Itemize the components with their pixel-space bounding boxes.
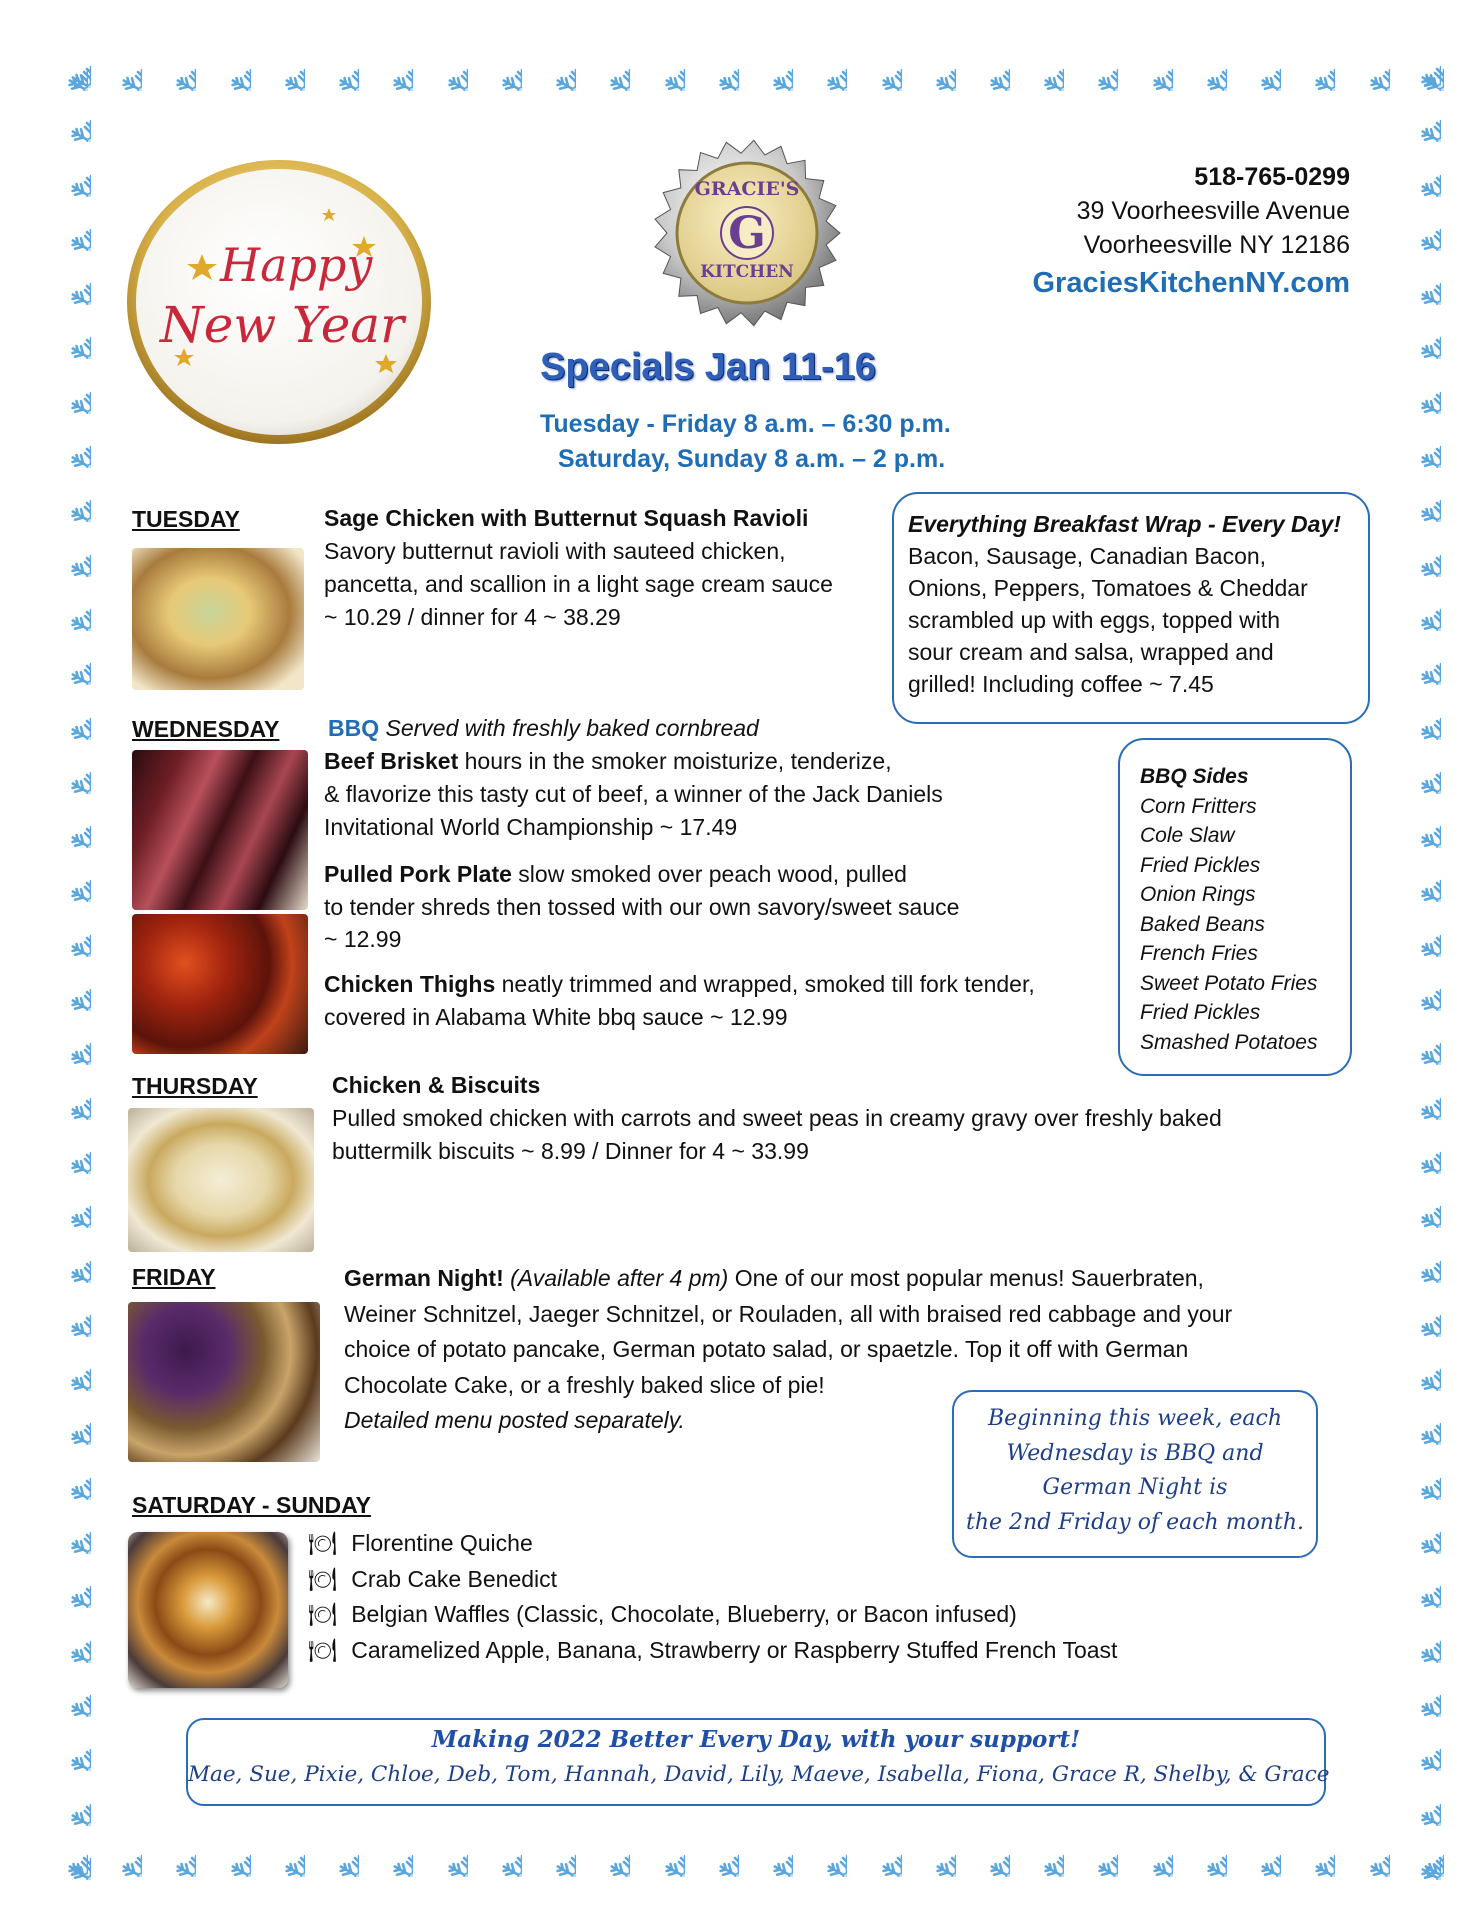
snowflake-icon xyxy=(908,43,956,91)
weekend-item: 🍽 Caramelized Apple, Banana, Strawberry or Raspberry Stuffed French Toast xyxy=(308,1636,1118,1663)
snowflake-icon xyxy=(962,43,1010,91)
logo-bottom-text: KITCHEN xyxy=(700,262,794,282)
snowflake-icon xyxy=(1233,1829,1281,1877)
street-address: 39 Voorheesville Avenue xyxy=(1076,197,1350,225)
snowflake-icon xyxy=(311,43,359,91)
footer-staff: Mae, Sue, Pixie, Chloe, Deb, Tom, Hannah, David, Lily, Maeve, Isabella, Fiona, Grace R, Shelby, & Grace xyxy=(188,1762,1330,1787)
snowflake-icon xyxy=(43,94,91,142)
snowflake-icon xyxy=(43,529,91,577)
phone-number: 518-765-0299 xyxy=(1194,163,1350,191)
dish-icon: 🍽 xyxy=(308,1601,338,1627)
snowflake-icon xyxy=(148,43,196,91)
chicken-thighs-photo xyxy=(132,914,308,1054)
snowflake-icon xyxy=(43,854,91,902)
thighs-name: Chicken Thighs xyxy=(324,971,496,997)
snowflake-icon xyxy=(1342,1829,1390,1877)
snowflake-icon xyxy=(420,43,468,91)
weekend-item: 🍽 Crab Cake Benedict xyxy=(308,1565,558,1592)
logo-letter: G xyxy=(728,208,766,259)
weekend-item: 🍽 Florentine Quiche xyxy=(308,1530,533,1556)
snowflake-icon xyxy=(43,311,91,359)
website-link[interactable]: GraciesKitchenNY.com xyxy=(1032,267,1350,299)
brisket-desc-1: hours in the smoker moisturize, tenderize, xyxy=(464,748,892,774)
friday-desc-2: Weiner Schnitzel, Jaeger Schnitzel, or Rouladen, all with braised red cabbage and your xyxy=(344,1300,1233,1327)
snowflake-icon xyxy=(1016,43,1064,91)
snowflake-icon xyxy=(203,43,251,91)
friday-dish: German Night! xyxy=(344,1265,504,1291)
snowflake-icon xyxy=(528,43,576,91)
snowflake-icon xyxy=(148,1829,196,1877)
snowflake-icon xyxy=(1393,1615,1441,1663)
snowflake-icon xyxy=(745,43,793,91)
snowflake-icon xyxy=(1393,746,1441,794)
pork-line-1 xyxy=(324,858,1035,891)
snowflake-icon xyxy=(311,1829,359,1877)
snowflake-icon xyxy=(1393,692,1441,740)
snowflake-icon xyxy=(43,1235,91,1283)
snowflake-icon xyxy=(43,1180,91,1228)
snowflake-icon xyxy=(1393,420,1441,468)
bbq-side-item: Sweet Potato Fries xyxy=(1140,971,1318,995)
snowflake-icon xyxy=(43,1832,91,1880)
brisket-photo xyxy=(132,750,308,910)
snowflake-icon xyxy=(1393,1723,1441,1771)
snowflake-icon xyxy=(420,1829,468,1877)
bbq-line xyxy=(328,712,759,745)
weekend-item: 🍽 Belgian Waffles (Classic, Chocolate, Blueberry, or Bacon infused) xyxy=(308,1601,1017,1627)
bbq-sides-box xyxy=(1118,738,1352,1076)
bbq-side-item: Baked Beans xyxy=(1140,912,1265,936)
snowflake-icon xyxy=(43,1452,91,1500)
snowflake-icon xyxy=(43,1072,91,1120)
snowflake-icon xyxy=(43,1343,91,1391)
footer-headline: Making 2022 Better Every Day, with your support! xyxy=(431,1726,1081,1753)
snowflake-icon xyxy=(854,43,902,91)
notice-line: German Night is xyxy=(1042,1475,1228,1500)
snowflake-icon xyxy=(94,43,142,91)
snowflake-icon xyxy=(43,1723,91,1771)
snowflake-icon xyxy=(1393,1289,1441,1337)
snowflake-icon xyxy=(1179,43,1227,91)
bbq-side-item: French Fries xyxy=(1140,942,1258,965)
snowflake-icon xyxy=(43,692,91,740)
bbq-side-item: Cole Slaw xyxy=(1140,824,1235,847)
snowflake-icon xyxy=(1393,1778,1441,1826)
friday-desc-5: Detailed menu posted separately. xyxy=(344,1407,685,1433)
snowflake-icon xyxy=(799,43,847,91)
snowflake-icon xyxy=(203,1829,251,1877)
breakfast-wrap-box xyxy=(892,492,1370,724)
thursday-desc-1: Pulled smoked chicken with carrots and sweet peas in creamy gravy over freshly baked xyxy=(332,1105,1222,1131)
snowflake-icon xyxy=(908,1829,956,1877)
snowflake-icon xyxy=(43,800,91,848)
snowflake-icon xyxy=(1393,1343,1441,1391)
snowflake-icon xyxy=(43,1126,91,1174)
snowflake-border-left xyxy=(40,40,94,1880)
footer-box xyxy=(186,1718,1330,1806)
snowflake-icon xyxy=(1393,257,1441,305)
pork-name: Pulled Pork Plate xyxy=(324,861,512,887)
snowflake-icon xyxy=(1070,43,1118,91)
hours-weekend: Saturday, Sunday 8 a.m. – 2 p.m. xyxy=(558,445,946,473)
snowflake-icon xyxy=(582,43,630,91)
snowflake-icon xyxy=(43,1778,91,1826)
bbq-side-item: Smashed Potatoes xyxy=(1140,1030,1318,1054)
snowflake-icon xyxy=(1393,311,1441,359)
snowflake-border-bottom xyxy=(40,1826,1444,1880)
snowflake-icon xyxy=(43,1506,91,1554)
tuesday-price: ~ 10.29 / dinner for 4 ~ 38.29 xyxy=(324,604,621,630)
snowflake-icon xyxy=(691,43,739,91)
bbq-label: BBQ xyxy=(328,715,380,741)
friday-note: (Available after 4 pm) xyxy=(510,1265,729,1291)
thursday-dish: Chicken & Biscuits xyxy=(332,1072,541,1098)
snowflake-icon xyxy=(637,43,685,91)
snowflake-border-top xyxy=(40,40,1444,94)
snowflake-icon xyxy=(43,583,91,631)
german-plate-photo xyxy=(128,1302,320,1462)
snowflake-icon xyxy=(1125,1829,1173,1877)
thursday-block xyxy=(332,1069,1222,1168)
snowflake-icon xyxy=(1393,1452,1441,1500)
page-title: Specials Jan 11-16 xyxy=(540,346,876,388)
notice-line: Beginning this week, each xyxy=(987,1406,1283,1431)
breakfast-wrap-line: Bacon, Sausage, Canadian Bacon, xyxy=(908,543,1267,569)
snowflake-icon xyxy=(43,257,91,305)
snowflake-icon xyxy=(474,43,522,91)
snowflake-icon xyxy=(582,1829,630,1877)
snowflake-icon xyxy=(1393,529,1441,577)
snowflake-icon xyxy=(799,1829,847,1877)
snowflake-icon xyxy=(745,1829,793,1877)
pork-desc-2: to tender shreds then tossed with our own savory/sweet sauce xyxy=(324,894,960,920)
wednesday-heading: WEDNESDAY xyxy=(132,716,280,742)
badge-happy-text: Happy xyxy=(220,238,373,292)
tuesday-heading: TUESDAY xyxy=(132,506,240,532)
notice-line: the 2nd Friday of each month. xyxy=(966,1509,1304,1535)
breakfast-wrap-line: grilled! Including coffee ~ 7.45 xyxy=(908,671,1214,697)
snowflake-icon xyxy=(43,40,91,88)
snowflake-icon xyxy=(691,1829,739,1877)
breakfast-wrap-line: scrambled up with eggs, topped with xyxy=(908,607,1281,633)
friday-line-1 xyxy=(344,1261,1232,1297)
snowflake-icon xyxy=(365,43,413,91)
brisket-desc-2: & flavorize this tasty cut of beef, a winner of the Jack Daniels xyxy=(324,781,943,807)
snowflake-icon xyxy=(43,909,91,957)
dish-icon: 🍽 xyxy=(308,1530,338,1556)
snowflake-icon xyxy=(1393,1072,1441,1120)
snowflake-icon xyxy=(1179,1829,1227,1877)
bbq-sides-title: BBQ Sides xyxy=(1140,765,1249,788)
snowflake-icon xyxy=(43,366,91,414)
thursday-desc-2: buttermilk biscuits ~ 8.99 / Dinner for 4 ~ 33.99 xyxy=(332,1138,809,1164)
snowflake-icon xyxy=(962,1829,1010,1877)
snowflake-icon xyxy=(1393,203,1441,251)
snowflake-icon xyxy=(1070,1829,1118,1877)
brisket-name: Beef Brisket xyxy=(324,748,459,774)
snowflake-icon xyxy=(43,474,91,522)
snowflake-icon xyxy=(528,1829,576,1877)
dish-icon: 🍽 xyxy=(308,1565,338,1592)
ravioli-photo xyxy=(132,548,304,690)
snowflake-icon xyxy=(1393,474,1441,522)
snowflake-icon xyxy=(43,1289,91,1337)
snowflake-icon xyxy=(1342,43,1390,91)
snowflake-icon xyxy=(1393,94,1441,142)
badge-new-year-text: New Year xyxy=(160,296,404,354)
bbq-side-item: Fried Pickles xyxy=(1140,853,1261,877)
snowflake-icon xyxy=(365,1829,413,1877)
snowflake-icon xyxy=(1393,40,1441,88)
snowflake-icon xyxy=(43,637,91,685)
snowflake-icon xyxy=(1016,1829,1064,1877)
brisket-price: Invitational World Championship ~ 17.49 xyxy=(324,814,738,840)
happy-new-year-badge xyxy=(124,158,434,446)
tuesday-desc-2: pancetta, and scallion in a light sage cream sauce xyxy=(324,571,833,597)
snowflake-icon xyxy=(43,1017,91,1065)
weekend-list xyxy=(308,1526,1117,1668)
city-address: Voorheesville NY 12186 xyxy=(1083,231,1350,259)
weekend-heading: SATURDAY - SUNDAY xyxy=(132,1492,371,1518)
snowflake-icon xyxy=(1287,43,1335,91)
snowflake-icon xyxy=(1233,43,1281,91)
snowflake-icon xyxy=(1393,1669,1441,1717)
hours-weekday: Tuesday - Friday 8 a.m. – 6:30 p.m. xyxy=(540,410,951,438)
snowflake-icon xyxy=(257,1829,305,1877)
snowflake-icon xyxy=(1393,1017,1441,1065)
snowflake-icon xyxy=(1287,1829,1335,1877)
thursday-heading: THURSDAY xyxy=(132,1073,258,1099)
pork-desc-1: slow smoked over peach wood, pulled xyxy=(518,861,907,887)
french-toast-photo xyxy=(128,1532,288,1688)
chicken-biscuits-photo xyxy=(128,1108,314,1252)
bbq-side-item: Corn Fritters xyxy=(1140,794,1257,818)
breakfast-wrap-line: Onions, Peppers, Tomatoes & Cheddar xyxy=(908,575,1308,601)
snowflake-icon xyxy=(1393,800,1441,848)
snowflake-icon xyxy=(854,1829,902,1877)
snowflake-icon xyxy=(1393,1560,1441,1608)
snowflake-icon xyxy=(43,746,91,794)
snowflake-icon xyxy=(43,420,91,468)
snowflake-icon xyxy=(1393,637,1441,685)
snowflake-icon xyxy=(43,149,91,197)
snowflake-icon xyxy=(637,1829,685,1877)
snowflake-icon xyxy=(43,1560,91,1608)
snowflake-icon xyxy=(1393,149,1441,197)
snowflake-icon xyxy=(1393,1397,1441,1445)
snowflake-icon xyxy=(43,1615,91,1663)
bbq-note: Served with freshly baked cornbread xyxy=(385,715,759,741)
snowflake-icon xyxy=(1393,1832,1441,1880)
thighs-desc-2: covered in Alabama White bbq sauce ~ 12.99 xyxy=(324,1004,788,1030)
tuesday-desc-1: Savory butternut ravioli with sauteed chicken, xyxy=(324,538,786,564)
contact-block xyxy=(1032,160,1350,300)
snowflake-icon xyxy=(1125,43,1173,91)
logo-top-text: GRACIE'S xyxy=(694,178,800,200)
snowflake-border-right xyxy=(1390,40,1444,1880)
wednesday-block xyxy=(324,745,1035,1034)
snowflake-icon xyxy=(43,1669,91,1717)
snowflake-icon xyxy=(1393,583,1441,631)
snowflake-icon xyxy=(94,1829,142,1877)
thighs-line-1 xyxy=(324,968,1035,1001)
snowflake-icon xyxy=(1393,1126,1441,1174)
snowflake-icon xyxy=(1393,1506,1441,1554)
snowflake-icon xyxy=(1393,366,1441,414)
pork-price: ~ 12.99 xyxy=(324,926,402,952)
snowflake-icon xyxy=(1393,854,1441,902)
thighs-desc-1: neatly trimmed and wrapped, smoked till fork tender, xyxy=(501,971,1035,997)
snowflake-icon xyxy=(43,1397,91,1445)
snowflake-icon xyxy=(43,203,91,251)
gracies-kitchen-logo xyxy=(652,138,842,328)
dish-icon: 🍽 xyxy=(308,1636,338,1663)
tuesday-block xyxy=(324,502,833,634)
tuesday-dish: Sage Chicken with Butternut Squash Ravioli xyxy=(324,505,809,531)
brisket-line-1 xyxy=(324,745,1035,778)
snowflake-icon xyxy=(1393,1180,1441,1228)
snowflake-icon xyxy=(1393,963,1441,1011)
notice-line: Wednesday is BBQ and xyxy=(1006,1440,1264,1466)
friday-heading: FRIDAY xyxy=(132,1264,216,1290)
bbq-side-item: Onion Rings xyxy=(1140,883,1256,906)
friday-desc-4: Chocolate Cake, or a freshly baked slice of pie! xyxy=(344,1371,825,1398)
friday-desc-1: One of our most popular menus! Sauerbraten, xyxy=(734,1265,1204,1291)
snowflake-icon xyxy=(257,43,305,91)
snowflake-icon xyxy=(474,1829,522,1877)
bbq-side-item: Fried Pickles xyxy=(1140,1001,1261,1024)
snowflake-icon xyxy=(43,963,91,1011)
snowflake-icon xyxy=(1393,909,1441,957)
breakfast-wrap-line: sour cream and salsa, wrapped and xyxy=(908,639,1274,665)
friday-desc-3: choice of potato pancake, German potato salad, or spaetzle. Top it off with German xyxy=(344,1336,1189,1362)
breakfast-wrap-title: Everything Breakfast Wrap - Every Day! xyxy=(908,511,1341,537)
snowflake-icon xyxy=(1393,1235,1441,1283)
